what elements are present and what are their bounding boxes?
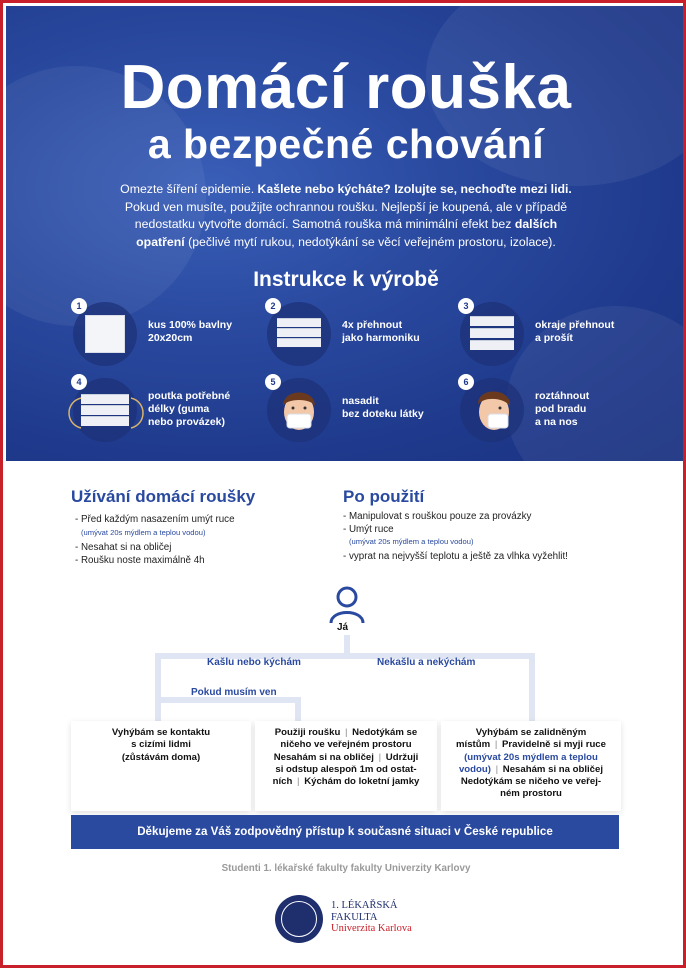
- list-item: - Před každým nasazením umýt ruce: [75, 514, 235, 525]
- step-text: kus 100% bavlny 20x20cm: [148, 319, 233, 344]
- folded-cloth-layer: [277, 328, 321, 337]
- tree-connector: [295, 697, 301, 723]
- intro-text-bold: dalších: [514, 217, 558, 231]
- person-icon: [327, 585, 367, 625]
- step-text: roztáhnout pod bradu a na nos: [535, 390, 590, 428]
- main-subtitle: a bezpečné chování: [147, 121, 545, 167]
- step-number: 4: [71, 374, 87, 390]
- intro-text: Omezte šíření epidemie.: [120, 182, 258, 196]
- tree-connector: [529, 653, 535, 723]
- list-item: - Nesahat si na obličej: [75, 542, 172, 553]
- logo-line: FAKULTA: [331, 911, 378, 923]
- thanks-banner: Děkujeme za Váš zodpovědný přístup k současné situaci v České republice: [71, 815, 619, 849]
- instructions-title: Instrukce k výrobě: [253, 268, 439, 291]
- usage-list: [75, 514, 235, 567]
- step-3: [460, 302, 660, 362]
- healthy-box: [441, 721, 621, 811]
- sewn-cloth-layer: [470, 328, 514, 338]
- step-number: 3: [458, 298, 474, 314]
- box-text: Použiji roušku | Nedotýkám se ničeho ve veřejném prostoru Nesahám si na obličej | Udržuji si odstup alespoň 1m od ostat- ních | Kýchám do loketní jamky: [272, 727, 420, 788]
- intro-text: nedostatku vytvořte domácí. Samotná rouška má minimální efekt bez: [134, 217, 515, 231]
- list-item: - Roušku noste maximálně 4h: [75, 554, 205, 566]
- university-seal-logo: [275, 895, 323, 943]
- box-text: Vyhýbám se zalidněným místům | Pravidelně si myji ruce (umývat 20s mýdlem a teplou vodou) | Nesahám si na obličej Nedotýkám se ničeho ve veřej- ném prostoru: [456, 727, 606, 800]
- hero-section: [6, 6, 686, 461]
- intro-paragraph: [86, 181, 606, 251]
- stay-home-box: [71, 721, 251, 811]
- step-5: [267, 378, 467, 438]
- list-item-note: (umývat 20s mýdlem a teplou vodou): [349, 537, 474, 546]
- tree-connector: [155, 653, 161, 723]
- cloth-square-icon: [85, 315, 125, 353]
- after-use-title: Po použití: [343, 487, 425, 506]
- step-number: 5: [265, 374, 281, 390]
- usage-title: Užívání domácí roušky: [71, 487, 256, 506]
- step-6: [460, 378, 660, 438]
- logo-line: Univerzita Karlova: [331, 923, 412, 934]
- main-title: Domácí rouška: [120, 53, 572, 122]
- step-text: okraje přehnout a prošít: [535, 319, 615, 344]
- folded-cloth-layer: [277, 338, 321, 347]
- step-number: 2: [265, 298, 281, 314]
- intro-text-bold: Kašlete nebo kýcháte? Izolujte se, nechoďte mezi lidi.: [257, 182, 572, 196]
- intro-text: Pokud ven musíte, použijte ochrannou roušku. Nejlepší je koupená, ale v případě: [124, 199, 568, 214]
- step-text: poutka potřebné délky (guma nebo provázek): [148, 390, 231, 428]
- step-1: [73, 302, 273, 362]
- must-go-out-box: [255, 721, 437, 811]
- after-use-list: [343, 511, 568, 563]
- me-label: Já: [337, 622, 349, 633]
- must-go-out-label: Pokud musím ven: [191, 687, 277, 698]
- step-number: 1: [71, 298, 87, 314]
- list-item: - vyprat na nejvyšší teplotu a ještě za vlhka vyžehlit!: [343, 550, 568, 562]
- list-item: - Umýt ruce: [343, 523, 394, 535]
- intro-text: (pečlivé mytí rukou, nedotýkání se věcí veřejném prostoru, izolace).: [184, 234, 556, 249]
- string-loops-icon: [63, 384, 149, 440]
- step-number: 6: [458, 374, 474, 390]
- logo-line: 1. LÉKAŘSKÁ: [331, 900, 398, 911]
- students-credit: Studenti 1. lékařské fakulty fakulty Univerzity Karlovy: [221, 863, 471, 874]
- step-text: nasadit bez doteku látky: [342, 395, 424, 420]
- step-4: [73, 378, 273, 438]
- sewn-cloth-layer: [470, 340, 514, 350]
- no-cough-branch-label: Nekašlu a nekýchám: [377, 657, 476, 668]
- intro-text-bold: opatření: [136, 234, 185, 249]
- tree-connector: [344, 635, 350, 653]
- list-item: - Manipulovat s rouškou pouze za provázky: [343, 511, 532, 522]
- sewn-cloth-icon: [470, 316, 514, 326]
- step-text: 4x přehnout jako harmoniku: [342, 319, 420, 344]
- faculty-logo-text: [331, 900, 412, 935]
- cough-branch-label: Kašlu nebo kýchám: [207, 657, 301, 668]
- folded-cloth-icon: [277, 318, 321, 327]
- box-text: Vyhýbám se kontaktu s cizími lidmi (zůstávám doma): [111, 727, 211, 763]
- list-item-note: (umývat 20s mýdlem a teplou vodou): [81, 527, 206, 537]
- step-2: [267, 302, 467, 362]
